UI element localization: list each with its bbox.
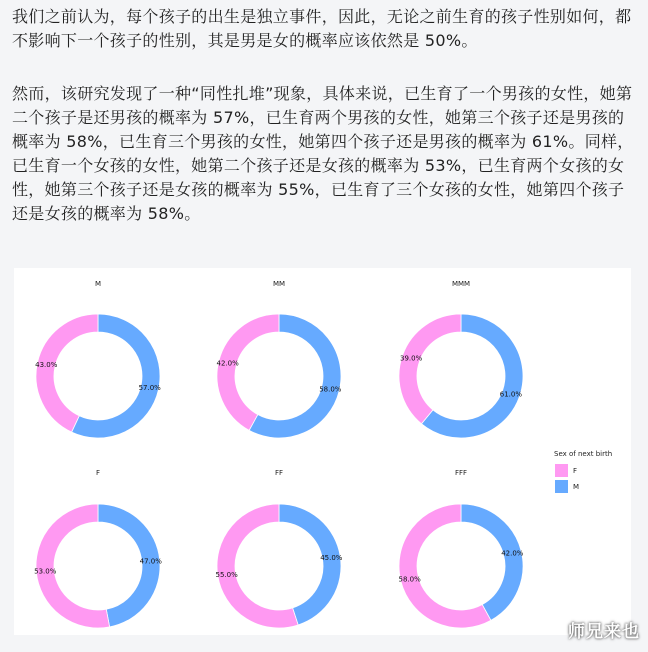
panel-title-mmm: MMM [451, 280, 471, 288]
donut-slice-f-f [36, 504, 110, 628]
data-label-m-ff: 45.0% [320, 554, 343, 563]
article-paragraph-1: 我们之前认为，每个孩子的出生是独立事件，因此，无论之前生育的孩子性别如何，都不影响下一个孩子的性别，其是男是女的概率应该依然是 50%。 [12, 7, 632, 50]
data-label-f-fff: 58.0% [398, 575, 421, 584]
legend-label-m: M [573, 483, 580, 491]
data-label-f-mmm: 39.0% [400, 354, 423, 363]
legend-swatch-f [555, 464, 568, 477]
legend-swatch-m [555, 480, 568, 493]
data-label-m-mmm: 61.0% [499, 390, 522, 399]
data-label-f-mm: 42.0% [216, 359, 239, 368]
donut-slice-m-fff [461, 504, 523, 620]
donut-slice-f-mm [217, 314, 279, 430]
panel-title-mm: MM [272, 280, 286, 288]
legend-title: Sex of next birth [554, 450, 613, 458]
data-label-m-f: 47.0% [139, 557, 162, 566]
data-label-f-f: 53.0% [34, 567, 57, 576]
donut-slice-f-m [36, 314, 98, 432]
panel-title-f: F [95, 469, 101, 477]
donut-chart-figure [14, 268, 631, 635]
watermark: 师兄来也 [568, 622, 640, 642]
donut-chart-svg [14, 268, 631, 635]
donut-slice-f-mmm [399, 314, 461, 424]
panel-title-m: M [94, 280, 102, 288]
data-label-f-m: 43.0% [35, 360, 58, 369]
data-label-m-mm: 58.0% [319, 385, 342, 394]
panel-title-ff: FF [274, 469, 284, 477]
data-label-f-ff: 55.0% [215, 570, 238, 579]
data-label-m-fff: 42.0% [501, 549, 524, 558]
legend-label-f: F [573, 467, 578, 475]
data-label-m-m: 57.0% [138, 384, 161, 393]
donut-slice-m-ff [279, 504, 341, 625]
article-paragraph-2: 然而，该研究发现了一种“同性扎堆”现象，具体来说，已生育了一个男孩的女性，她第二个孩子是还男孩的概率为 57%，已生育两个男孩的女性，她第三个孩子还是男孩的概率为 58%，已生育三个男孩的女性，她第四个孩子还是男孩的概率为 61%。同样，已生育一个女孩的女性，她第二个孩子还是女孩的概率为 53%，已生育两个女孩的女性，她第三个孩子还是女孩的概率为 55%，已生育了三个女孩的女性，她第四个孩子还是女孩的概率为 58%。 [12, 84, 634, 223]
panel-title-fff: FFF [454, 469, 468, 477]
